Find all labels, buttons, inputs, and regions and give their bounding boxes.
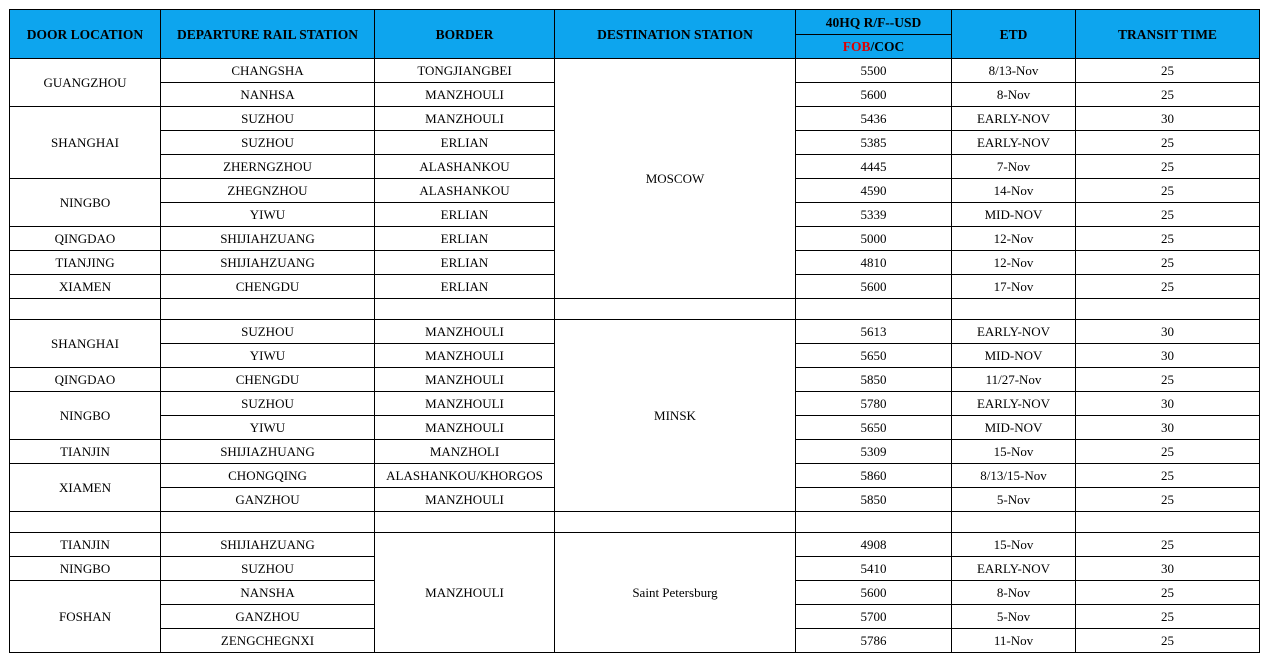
departure-station-cell: NANHSA (161, 83, 375, 107)
empty-cell (10, 299, 161, 320)
door-location-cell: XIAMEN (10, 464, 161, 512)
rate-cell: 5000 (796, 227, 952, 251)
transit-time-cell: 30 (1076, 416, 1260, 440)
table-header (10, 10, 1260, 59)
etd-cell: 14-Nov (952, 179, 1076, 203)
departure-station-cell: CHENGDU (161, 368, 375, 392)
destination-cell: MOSCOW (555, 59, 796, 299)
departure-station-cell: YIWU (161, 344, 375, 368)
border-cell: MANZHOULI (375, 107, 555, 131)
door-location-cell: NINGBO (10, 179, 161, 227)
etd-cell: MID-NOV (952, 344, 1076, 368)
transit-time-cell: 25 (1076, 605, 1260, 629)
border-cell: TONGJIANGBEI (375, 59, 555, 83)
transit-time-cell: 25 (1076, 59, 1260, 83)
departure-station-cell: GANZHOU (161, 488, 375, 512)
transit-time-cell: 25 (1076, 368, 1260, 392)
etd-cell: 12-Nov (952, 227, 1076, 251)
door-location-cell: TIANJIN (10, 533, 161, 557)
rate-cell: 4810 (796, 251, 952, 275)
departure-station-cell: YIWU (161, 416, 375, 440)
departure-station-cell: NANSHA (161, 581, 375, 605)
table-row (10, 59, 1260, 83)
etd-cell: 5-Nov (952, 488, 1076, 512)
table-row (10, 533, 1260, 557)
door-location-cell: TIANJIN (10, 440, 161, 464)
etd-cell: MID-NOV (952, 416, 1076, 440)
rate-cell: 5600 (796, 83, 952, 107)
etd-cell: 17-Nov (952, 275, 1076, 299)
rate-header: 40HQ R/F--USD (796, 10, 952, 35)
transit-time-cell: 25 (1076, 464, 1260, 488)
border-cell: MANZHOULI (375, 320, 555, 344)
transit-time-cell: 30 (1076, 320, 1260, 344)
transit-time-cell: 25 (1076, 533, 1260, 557)
etd-header: ETD (952, 10, 1076, 59)
etd-cell: EARLY-NOV (952, 320, 1076, 344)
border-cell: ERLIAN (375, 203, 555, 227)
empty-cell (1076, 299, 1260, 320)
departure-station-cell: SHIJIAHZUANG (161, 251, 375, 275)
rate-terms-header (796, 35, 952, 59)
border-header: BORDER (375, 10, 555, 59)
transit-time-cell: 25 (1076, 488, 1260, 512)
rate-cell: 5600 (796, 275, 952, 299)
empty-cell (952, 299, 1076, 320)
departure-station-cell: ZENGCHEGNXI (161, 629, 375, 653)
etd-cell: EARLY-NOV (952, 107, 1076, 131)
etd-cell: 15-Nov (952, 533, 1076, 557)
empty-cell (375, 512, 555, 533)
spacer-row (10, 299, 1260, 320)
transit-time-cell: 25 (1076, 203, 1260, 227)
etd-cell: EARLY-NOV (952, 557, 1076, 581)
departure-station-cell: CHANGSHA (161, 59, 375, 83)
border-cell: MANZHOLI (375, 440, 555, 464)
transit-time-cell: 30 (1076, 344, 1260, 368)
rate-cell: 5786 (796, 629, 952, 653)
etd-cell: 12-Nov (952, 251, 1076, 275)
rail-rate-table (9, 9, 1260, 653)
empty-cell (796, 512, 952, 533)
empty-cell (555, 512, 796, 533)
departure-station-cell: SUZHOU (161, 131, 375, 155)
transit-time-cell: 25 (1076, 155, 1260, 179)
etd-cell: 8/13-Nov (952, 59, 1076, 83)
etd-cell: 11-Nov (952, 629, 1076, 653)
etd-cell: MID-NOV (952, 203, 1076, 227)
etd-cell: 8-Nov (952, 581, 1076, 605)
door-location-cell: SHANGHAI (10, 107, 161, 179)
door-location-cell: SHANGHAI (10, 320, 161, 368)
transit-time-cell: 25 (1076, 227, 1260, 251)
transit-time-cell: 25 (1076, 275, 1260, 299)
etd-cell: 8-Nov (952, 83, 1076, 107)
border-cell: MANZHOULI (375, 392, 555, 416)
departure-station-cell: CHENGDU (161, 275, 375, 299)
etd-cell: 8/13/15-Nov (952, 464, 1076, 488)
etd-cell: 7-Nov (952, 155, 1076, 179)
border-cell: MANZHOULI (375, 488, 555, 512)
etd-cell: 5-Nov (952, 605, 1076, 629)
departure-station-header: DEPARTURE RAIL STATION (161, 10, 375, 59)
rate-cell: 5650 (796, 344, 952, 368)
rate-cell: 5500 (796, 59, 952, 83)
etd-cell: 11/27-Nov (952, 368, 1076, 392)
door-location-cell: NINGBO (10, 392, 161, 440)
rate-cell: 5850 (796, 368, 952, 392)
rate-cell: 5613 (796, 320, 952, 344)
rate-cell: 4590 (796, 179, 952, 203)
rate-cell: 5780 (796, 392, 952, 416)
fob-label: FOB (842, 39, 871, 54)
etd-cell: EARLY-NOV (952, 392, 1076, 416)
border-cell: ERLIAN (375, 275, 555, 299)
empty-cell (10, 512, 161, 533)
transit-time-cell: 30 (1076, 392, 1260, 416)
border-cell: MANZHOULI (375, 533, 555, 653)
door-location-cell: QINGDAO (10, 227, 161, 251)
border-cell: ERLIAN (375, 251, 555, 275)
departure-station-cell: SHIJIAHZUANG (161, 533, 375, 557)
departure-station-cell: SUZHOU (161, 107, 375, 131)
door-location-cell: NINGBO (10, 557, 161, 581)
border-cell: ERLIAN (375, 131, 555, 155)
transit-time-cell: 25 (1076, 131, 1260, 155)
spacer-row (10, 512, 1260, 533)
transit-time-header: TRANSIT TIME (1076, 10, 1260, 59)
transit-time-cell: 25 (1076, 83, 1260, 107)
destination-cell: MINSK (555, 320, 796, 512)
border-cell: MANZHOULI (375, 368, 555, 392)
transit-time-cell: 25 (1076, 251, 1260, 275)
departure-station-cell: ZHEGNZHOU (161, 179, 375, 203)
destination-cell: Saint Petersburg (555, 533, 796, 653)
transit-time-cell: 25 (1076, 179, 1260, 203)
destination-station-header: DESTINATION STATION (555, 10, 796, 59)
border-cell: ERLIAN (375, 227, 555, 251)
departure-station-cell: ZHERNGZHOU (161, 155, 375, 179)
rate-cell: 5650 (796, 416, 952, 440)
coc-label: COC (874, 39, 905, 54)
rate-cell: 5700 (796, 605, 952, 629)
rate-cell: 5309 (796, 440, 952, 464)
empty-cell (555, 299, 796, 320)
rate-cell: 5385 (796, 131, 952, 155)
etd-cell: EARLY-NOV (952, 131, 1076, 155)
terms-separator: / (870, 39, 875, 54)
transit-time-cell: 25 (1076, 581, 1260, 605)
rate-cell: 5339 (796, 203, 952, 227)
transit-time-cell: 25 (1076, 629, 1260, 653)
border-cell: ALASHANKOU (375, 179, 555, 203)
departure-station-cell: GANZHOU (161, 605, 375, 629)
etd-cell: 15-Nov (952, 440, 1076, 464)
transit-time-cell: 25 (1076, 440, 1260, 464)
border-cell: MANZHOULI (375, 344, 555, 368)
border-cell: MANZHOULI (375, 83, 555, 107)
transit-time-cell: 30 (1076, 557, 1260, 581)
empty-cell (796, 299, 952, 320)
empty-cell (952, 512, 1076, 533)
departure-station-cell: SHIJIAZHUANG (161, 440, 375, 464)
border-cell: ALASHANKOU/KHORGOS (375, 464, 555, 488)
empty-cell (161, 512, 375, 533)
departure-station-cell: CHONGQING (161, 464, 375, 488)
empty-cell (375, 299, 555, 320)
door-location-cell: TIANJING (10, 251, 161, 275)
rate-cell: 4445 (796, 155, 952, 179)
empty-cell (161, 299, 375, 320)
departure-station-cell: SUZHOU (161, 392, 375, 416)
rate-cell: 5436 (796, 107, 952, 131)
rate-cell: 5860 (796, 464, 952, 488)
rate-cell: 5600 (796, 581, 952, 605)
table-row (10, 320, 1260, 344)
empty-cell (1076, 512, 1260, 533)
departure-station-cell: SUZHOU (161, 320, 375, 344)
border-cell: MANZHOULI (375, 416, 555, 440)
door-location-cell: XIAMEN (10, 275, 161, 299)
door-location-cell: FOSHAN (10, 581, 161, 653)
transit-time-cell: 30 (1076, 107, 1260, 131)
departure-station-cell: YIWU (161, 203, 375, 227)
rate-cell: 4908 (796, 533, 952, 557)
rate-cell: 5850 (796, 488, 952, 512)
departure-station-cell: SUZHOU (161, 557, 375, 581)
door-location-cell: QINGDAO (10, 368, 161, 392)
table-body (10, 59, 1260, 653)
departure-station-cell: SHIJIAHZUANG (161, 227, 375, 251)
rate-cell: 5410 (796, 557, 952, 581)
door-location-header: DOOR LOCATION (10, 10, 161, 59)
door-location-cell: GUANGZHOU (10, 59, 161, 107)
border-cell: ALASHANKOU (375, 155, 555, 179)
